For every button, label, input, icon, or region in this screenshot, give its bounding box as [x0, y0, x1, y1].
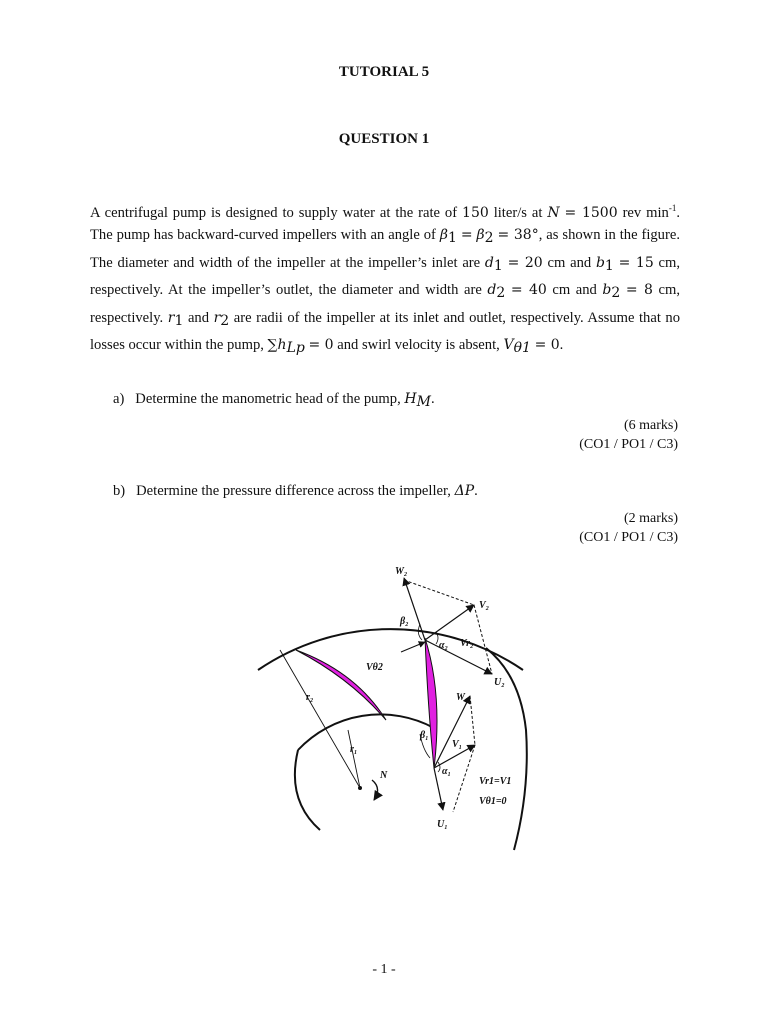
problem-statement: [90, 195, 680, 359]
impeller-velocity-diagram: [238, 560, 538, 860]
label-beta2: β₂: [400, 616, 409, 627]
question-a: a) Determine the manometric head of the pump, $H_M$.: [113, 391, 435, 410]
dashed-W2-V2: [404, 580, 474, 605]
label-beta1: β₁: [420, 730, 429, 741]
statement-line-2: The pump has backward-curved impellers with an angle of $\beta_1 = \beta_2 = 38^\circ$, as shown in the figure.: [90, 227, 680, 247]
label-alpha2: α₂: [439, 640, 449, 651]
arc-alpha1: [438, 762, 440, 772]
label-r1: r₁: [350, 744, 358, 755]
question-b-marks: (2 marks) (CO1 / PO1 / C3): [579, 511, 678, 545]
radius-r1: [348, 730, 360, 788]
label-Vr1-eq: Vr1=V1: [479, 776, 512, 787]
tutorial-title: TUTORIAL 5: [338, 64, 430, 80]
label-U2: U₂: [494, 677, 505, 688]
vector-U2: [425, 640, 492, 674]
right-blade: [425, 638, 437, 768]
label-Vtheta2: Vθ2: [366, 662, 383, 673]
inner-impeller-arc-lower: [295, 750, 320, 830]
question-b: b) Determine the pressure difference across the impeller, ΔP.: [113, 483, 478, 499]
question-a-marks: (6 marks) (CO1 / PO1 / C3): [579, 418, 678, 452]
vector-V2: [425, 605, 474, 640]
statement-line-6: losses occur within the pump, $\sum h_{Lp} = 0$ and swirl velocity is absent, $V_{\theta 1} = 0$.: [90, 336, 564, 356]
vector-Vtheta2: [401, 642, 425, 652]
label-W1: W₁: [456, 692, 469, 703]
label-W2: W₂: [395, 566, 408, 577]
outer-impeller-arc: [258, 629, 523, 670]
label-N: N: [380, 770, 388, 781]
outer-impeller-arc-right: [486, 648, 527, 850]
statement-line-4: respectively. At the impeller’s outlet, the diameter and width are $d_2 = 40$ cm and $b_2 = 8$ cm,: [90, 282, 680, 302]
page-number: - 1 -: [372, 962, 396, 977]
statement-line-3: The diameter and width of the impeller at the impeller’s inlet are $d_1 = 20$ cm and $b_1 = 15$ cm,: [90, 254, 681, 274]
label-V2: V₂: [479, 600, 490, 611]
left-blade: [296, 650, 386, 720]
statement-line-1: A centrifugal pump is designed to supply water at the rate of 150 liter/s at N = 1500 rev $\min^{-1}$.: [90, 203, 680, 221]
vector-W1: [434, 696, 470, 768]
label-Vr2: Vr₂: [460, 638, 474, 649]
inner-impeller-arc: [298, 714, 434, 750]
question-title: QUESTION 1: [338, 131, 430, 147]
label-Vtheta1-eq: Vθ1=0: [479, 796, 507, 807]
label-alpha1: α₁: [442, 766, 452, 777]
rotation-arrow: [372, 780, 378, 800]
label-V1: V₁: [452, 739, 463, 750]
dashed-W1-V1: [470, 696, 475, 745]
statement-line-5: respectively. $r_1$ and $r_2$ are radii of the impeller at its inlet and outlet, respectively. Assume that no: [90, 309, 681, 329]
label-r2: r₂: [306, 692, 314, 703]
label-U1: U₁: [437, 819, 448, 830]
dashed-V2-U2: [474, 605, 492, 674]
